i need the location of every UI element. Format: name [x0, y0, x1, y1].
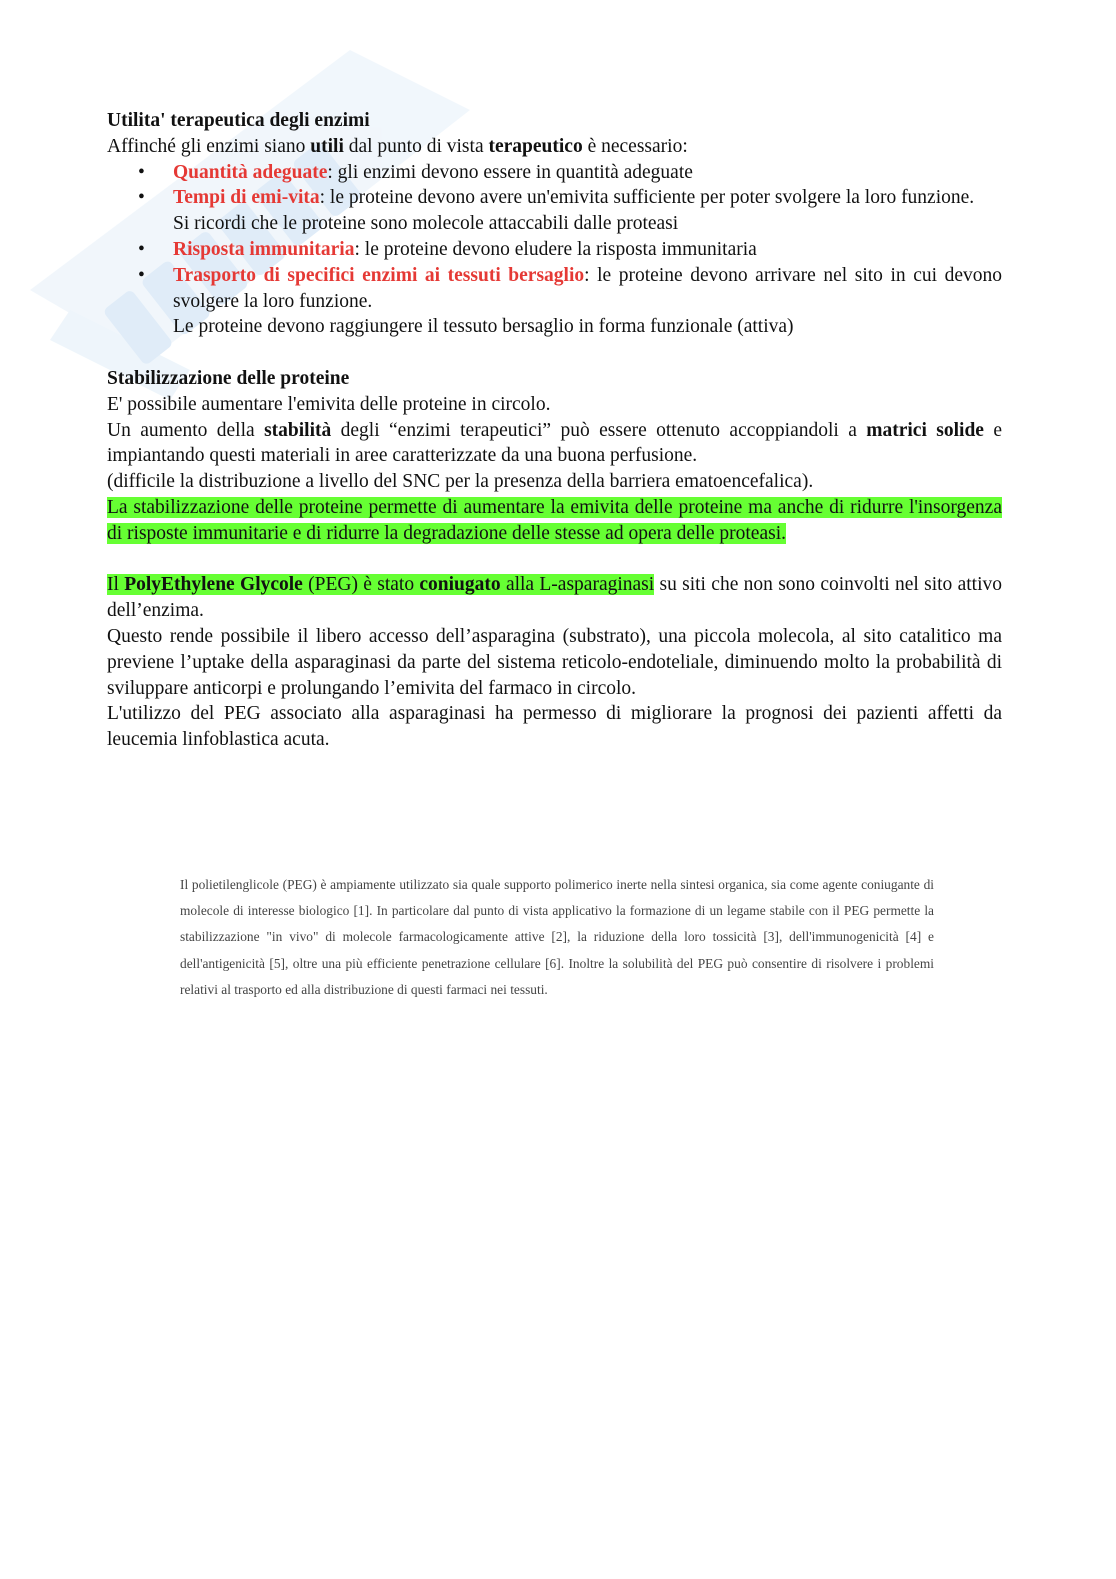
peg-paragraph: Il PolyEthylene Glycole (PEG) è stato coniugato alla L-asparaginasi su siti che non sono coinvolti nel sito attivo dell’enzima. — [107, 574, 1002, 622]
bold-term-matrici-solide: matrici solide — [866, 419, 984, 441]
scanned-excerpt-text: Il polietilenglicole (PEG) è ampiamente utilizzato sia quale supporto polimerico inerte nella sintesi organica, sia come agente coniugante di molecole di interesse biologico [1]. In particolare dal punto di vista applicativo la formazione di un legame stabile con il PEG permette la stabilizzazione "in vivo" di molecole farmacologicamente attive [2], la riduzione della loro tossicità [3], dell'immunogenicità [4] e dell'antigenicità [5], oltre una più efficiente penetrazione cellulare [6]. Inoltre la solubilità del PEG può consentire di risolvere i problemi relativi al trasporto ed alla distribuzione di questi farmaci nei tessuti. — [180, 877, 934, 997]
paragraph: L'utilizzo del PEG associato alla asparaginasi ha permesso di migliorare la prognosi dei pazienti affetti da leucemia linfoblastica acuta. — [107, 703, 1002, 751]
paragraph: Un aumento della stabilità degli “enzimi terapeutici” può essere ottenuto accoppiandoli a matrici solide e impiantando questi materiali in aree caratterizzate da una buona perfusione. — [107, 419, 1002, 467]
highlighted-paragraph — [107, 495, 1002, 547]
paragraph: (difficile la distribuzione a livello del SNC per la presenza della barriera ematoencefalica). — [107, 471, 814, 493]
highlight-text: Il PolyEthylene Glycole (PEG) è stato coniugato alla L-asparaginasi — [107, 574, 655, 596]
spacer — [107, 340, 1002, 366]
red-term: Quantità adeguate — [173, 161, 328, 183]
bold-term-peg: PolyEthylene Glycole — [124, 574, 303, 596]
bullet-icon: • — [138, 238, 145, 260]
bullet-icon: • — [138, 187, 145, 209]
bold-term-utili: utili — [310, 135, 344, 157]
bold-term-stabilita: stabilità — [264, 419, 332, 441]
document-page — [107, 108, 1002, 753]
paragraph: Questo rende possibile il libero accesso dell’asparagina (substrato), una piccola molecola, al sito catalitico ma previene l’uptake della asparaginasi da parte del sistema reticolo-endoteliale, diminuendo molto la probabilità di sviluppare anticorpi e prolungando l’emivita del farmaco in circolo. — [107, 625, 1002, 699]
red-term: Risposta immunitaria — [173, 238, 355, 260]
bold-term-coniugato: coniugato — [419, 574, 501, 596]
list-item: • Trasporto di specifici enzimi ai tessuti bersaglio: le proteine devono arrivare nel sito in cui devono svolgere la loro funzione. Le proteine devono raggiungere il tessuto bersaglio in forma funzionale (attiva) — [138, 264, 1002, 338]
spacer — [107, 547, 1002, 573]
list-item-note: Le proteine devono raggiungere il tessuto bersaglio in forma funzionale (attiva) — [173, 316, 794, 338]
section-title-utilita: Utilita' terapeutica degli enzimi — [107, 110, 370, 131]
red-term: Trasporto di specifici enzimi ai tessuti bersaglio — [173, 264, 585, 286]
intro-paragraph: Affinché gli enzimi siano utili dal punto di vista terapeutico è necessario: — [107, 135, 688, 157]
section-title-stabilizzazione: Stabilizzazione delle proteine — [107, 367, 350, 389]
bold-term-terapeutico: terapeutico — [488, 135, 583, 157]
requirements-list — [107, 160, 1002, 341]
bullet-icon: • — [138, 161, 145, 183]
list-item: • Tempi di emi-vita: le proteine devono avere un'emivita sufficiente per poter svolgere la loro funzione. Si ricordi che le proteine sono molecole attaccabili dalle proteasi — [138, 187, 975, 235]
scanned-excerpt — [180, 872, 934, 1003]
bullet-icon: • — [138, 264, 145, 286]
red-term: Tempi di emi-vita — [173, 187, 320, 209]
highlight-text: La stabilizzazione delle proteine permette di aumentare la emivita delle proteine ma anche di ridurre l'insorgenza di risposte immunitarie e di ridurre la degradazione delle stesse ad opera delle proteasi. — [107, 496, 1002, 544]
paragraph: E' possibile aumentare l'emivita delle proteine in circolo. — [107, 393, 551, 415]
list-item: • Quantità adeguate: gli enzimi devono essere in quantità adeguate — [107, 160, 1002, 186]
list-item-note: Si ricordi che le proteine sono molecole attaccabili dalle proteasi — [173, 213, 679, 235]
list-item: • Risposta immunitaria: le proteine devono eludere la risposta immunitaria — [107, 237, 1002, 263]
